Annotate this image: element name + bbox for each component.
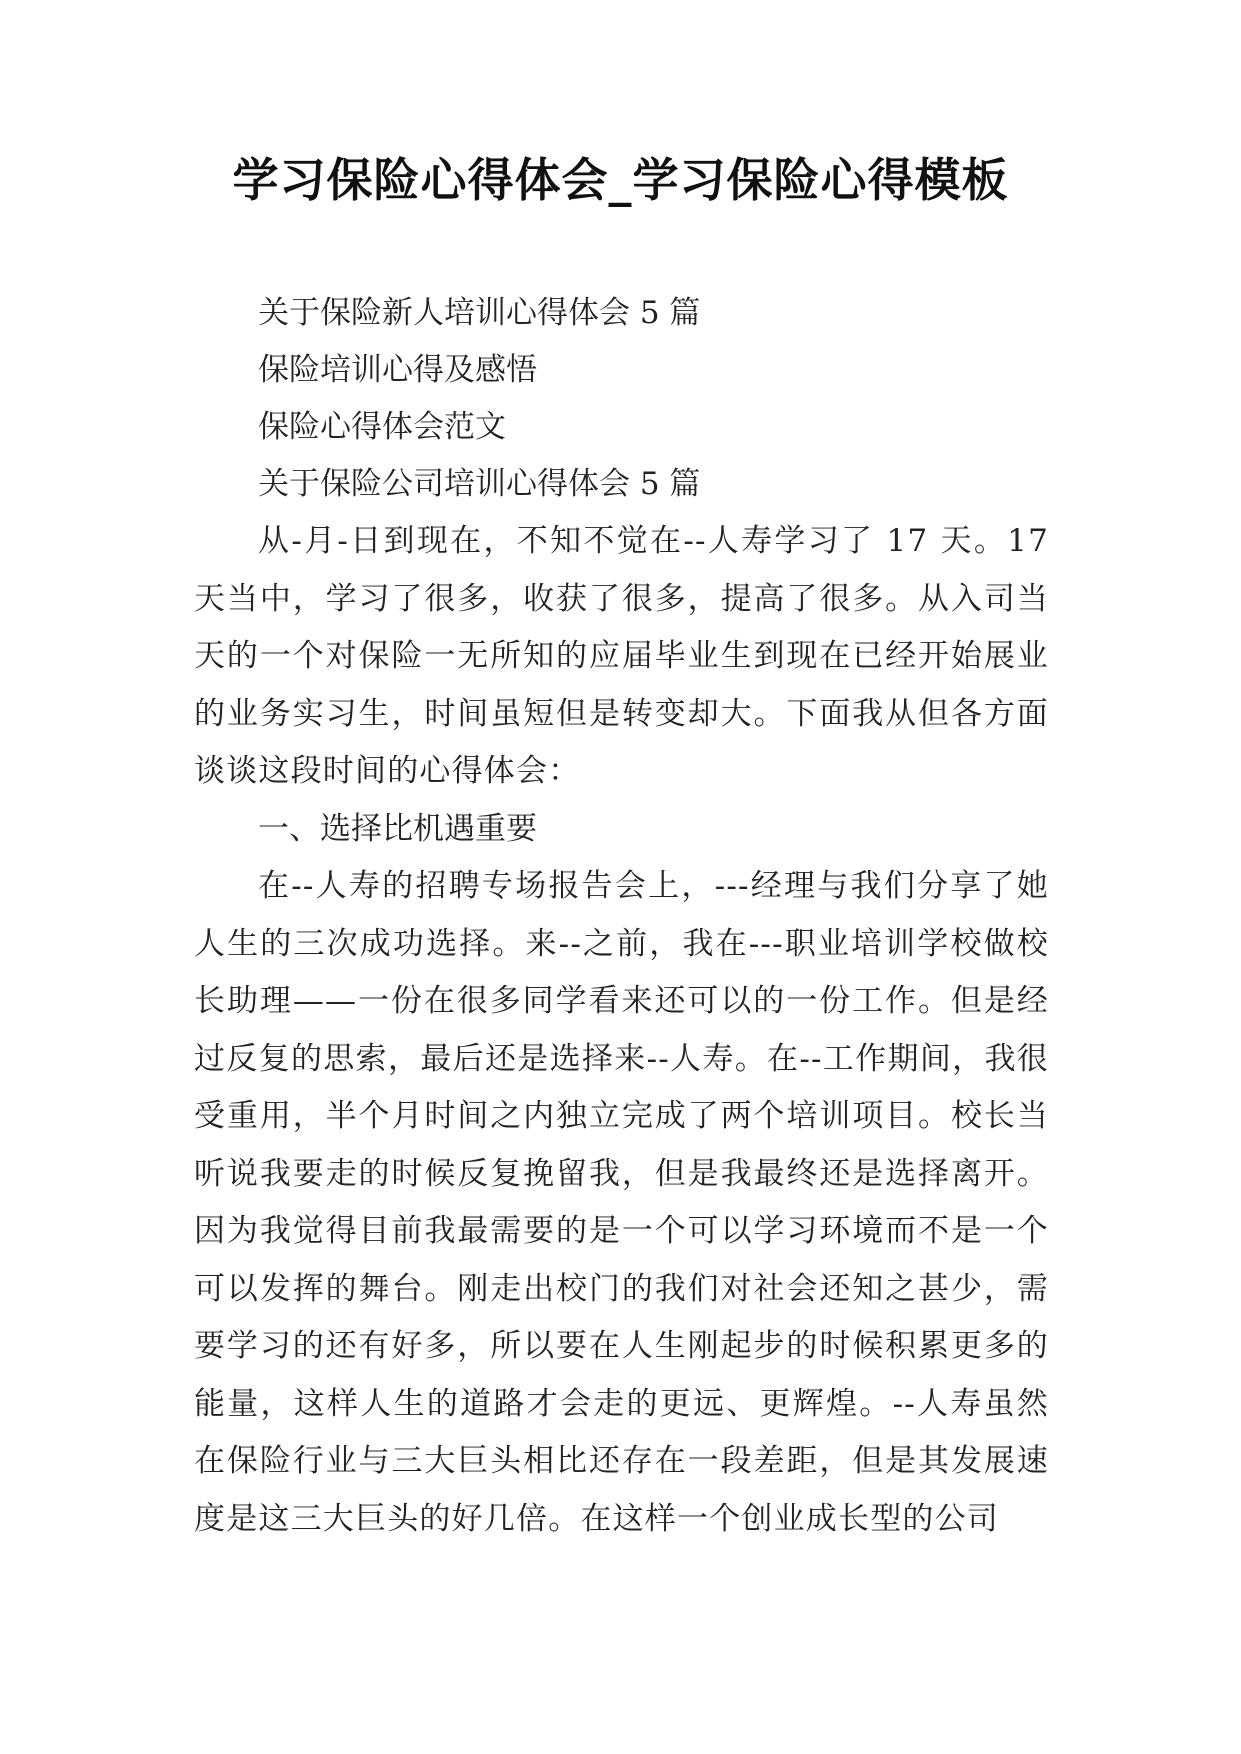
document-body [194,285,1049,1548]
intro-paragraph: 从-月-日到现在，不知不觉在--人寿学习了 17 天。17 天当中，学习了很多，收获了很多，提高了很多。从入司当天的一个对保险一无所知的应届毕业生到现在已经开始展业的业务实习生，时间虽短但是转变却大。下面我从但各方面谈谈这段时间的心得体会： [194,523,1049,789]
section-heading: 一、选择比机遇重要 [258,810,537,847]
related-title: 保险培训心得及感悟 [258,352,537,388]
section-paragraph: 在--人寿的招聘专场报告会上，---经理与我们分享了她人生的三次成功选择。来--之前，我在---职业培训学校做校长助理——一份在很多同学看来还可以的一份工作。但是经过反复的思索，最后还是选择来--人寿。在--工作期间，我很受重用，半个月时间之内独立完成了两个培训项目。校长当听说我要走的时候反复挽留我，但是我最终还是选择离开。因为我觉得目前我最需要的是一个可以学习环境而不是一个可以发挥的舞台。刚走出校门的我们对社会还知之甚少，需要学习的还有好多，所以要在人生刚起步的时候积累更多的能量，这样人生的道路才会走的更远、更辉煌。--人寿虽然在保险行业与三大巨头相比还存在一段差距，但是其发展速度是这三大巨头的好几倍。在这样一个创业成长型的公司 [194,868,1049,1537]
related-title: 保险心得体会范文 [258,409,506,445]
related-title: 关于保险新人培训心得体会 5 篇 [258,295,701,331]
document-title: 学习保险心得体会_学习保险心得模板 [232,153,1009,207]
related-title: 关于保险公司培训心得体会 5 篇 [258,466,701,502]
